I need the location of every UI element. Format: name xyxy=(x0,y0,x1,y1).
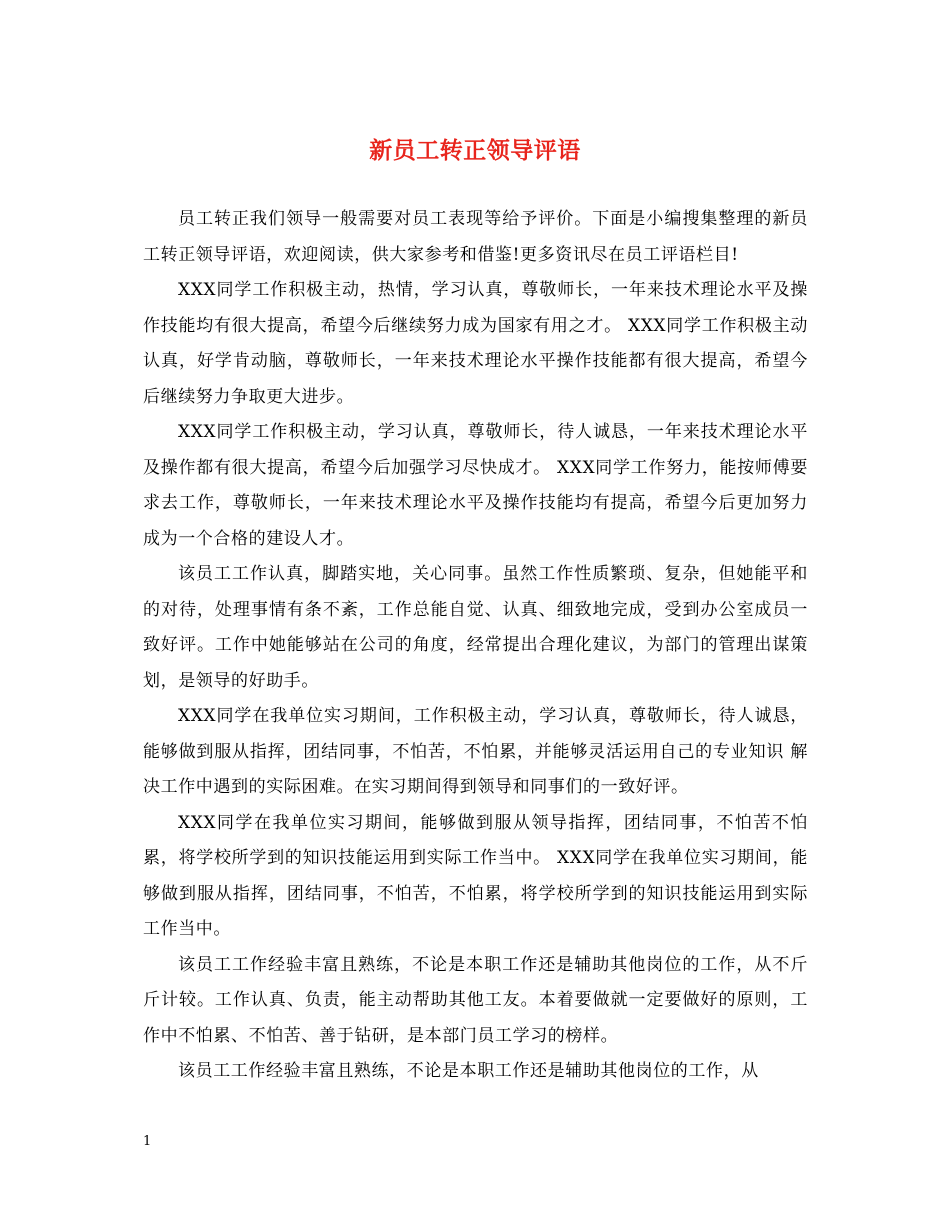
paragraph: 员工转正我们领导一般需要对员工表现等给予评价。下面是小编搜集整理的新员工转正领导评语，欢迎阅读，供大家参考和借鉴!更多资讯尽在员工评语栏目! xyxy=(143,209,808,265)
paragraph: 该员工工作经验丰富且熟练，不论是本职工作还是辅助其他岗位的工作，从 xyxy=(178,1061,759,1081)
paragraph: XXX同学工作积极主动，热情，学习认真，尊敬师长，一年来技术理论水平及操作技能均有很大提高，希望今后继续努力成为国家有用之才。 XXX同学工作积极主动认真，好学肯动脑，尊敬师长，一年来技术理论水平操作技能都有很大提高，希望今后继续努力争取更大进步。 xyxy=(143,280,808,407)
paragraph: 该员工工作经验丰富且熟练，不论是本职工作还是辅助其他岗位的工作，从不斤斤计较。工作认真、负责，能主动帮助其他工友。本着要做就一定要做好的原则，工作中不怕累、不怕苦、善于钻研，是本部门员工学习的榜样。 xyxy=(143,954,808,1046)
document-body xyxy=(143,202,808,1090)
document-title: 新员工转正领导评语 xyxy=(369,137,581,164)
paragraph: XXX同学在我单位实习期间，工作积极主动，学习认真，尊敬师长，待人诚恳，能够做到服从指挥，团结同事，不怕苦，不怕累，并能够灵活运用自己的专业知识 解决工作中遇到的实际困难。在实习期间得到领导和同事们的一致好评。 xyxy=(143,706,808,797)
paragraph: XXX同学在我单位实习期间，能够做到服从领导指挥，团结同事，不怕苦不怕累，将学校所学到的知识技能运用到实际工作当中。 XXX同学在我单位实习期间，能够做到服从指挥，团结同事，不怕苦，不怕累，将学校所学到的知识技能运用到实际工作当中。 xyxy=(143,812,808,939)
paragraph: XXX同学工作积极主动，学习认真，尊敬师长，待人诚恳，一年来技术理论水平及操作都有很大提高，希望今后加强学习尽快成才。 XXX同学工作努力，能按师傅要求去工作，尊敬师长，一年来技术理论水平及操作技能均有提高，希望今后更加努力成为一个合格的建设人才。 xyxy=(143,422,808,549)
page-number: 1 xyxy=(143,1134,152,1149)
paragraph: 该员工工作认真，脚踏实地，关心同事。虽然工作性质繁琐、复杂，但她能平和的对待，处理事情有条不紊，工作总能自觉、认真、细致地完成，受到办公室成员一致好评。工作中她能够站在公司的角度，经常提出合理化建议，为部门的管理出谋策划，是领导的好助手。 xyxy=(143,564,808,691)
